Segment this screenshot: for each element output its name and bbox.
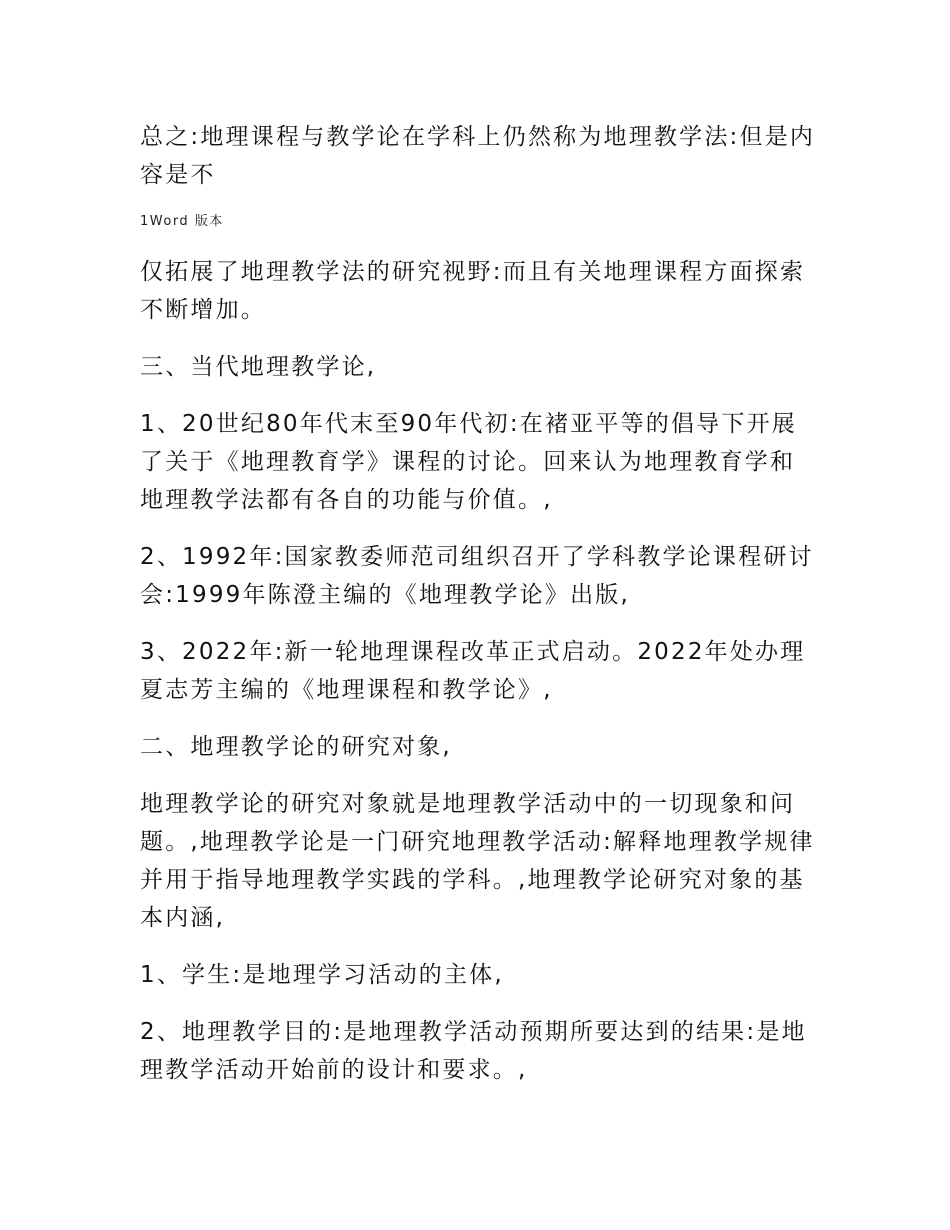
section-heading: 三、当代地理教学论, [140, 354, 377, 380]
paragraph: 仅拓展了地理教学法的研究视野:而且有关地理课程方面探索不断增加。 [140, 259, 806, 323]
paragraph: 地理教学论的研究对象就是地理教学活动中的一切现象和问题。,地理教学论是一门研究地理教学活动:解释地理教学规律并用于指导地理教学实践的学科。,地理教学论研究对象的基本内涵, [140, 791, 815, 931]
paragraph: 2、地理教学目的:是地理教学活动预期所要达到的结果:是地理教学活动开始前的设计和要求。, [140, 1019, 807, 1083]
paragraph: 1、20世纪80年代末至90年代初:在褚亚平等的倡导下开展了关于《地理教育学》课程的讨论。回来认为地理教育学和地理教学法都有各自的功能与价值。, [140, 411, 797, 513]
document-page [140, 118, 820, 1108]
paragraph: 3、2022年:新一轮地理课程改革正式启动。2022年处办理夏志芳主编的《地理课程和教学论》, [140, 639, 806, 703]
paragraph: 2、1992年:国家教委师范司组织召开了学科教学论课程研讨会:1999年陈澄主编的《地理教学论》出版, [140, 544, 814, 608]
section-heading: 二、地理教学论的研究对象, [140, 734, 452, 760]
paragraph: 总之:地理课程与教学论在学科上仍然称为地理教学法:但是内容是不 [140, 124, 816, 188]
word-version-note: 1Word 版本 [140, 214, 224, 229]
paragraph: 1、学生:是地理学习活动的主体, [140, 962, 504, 988]
